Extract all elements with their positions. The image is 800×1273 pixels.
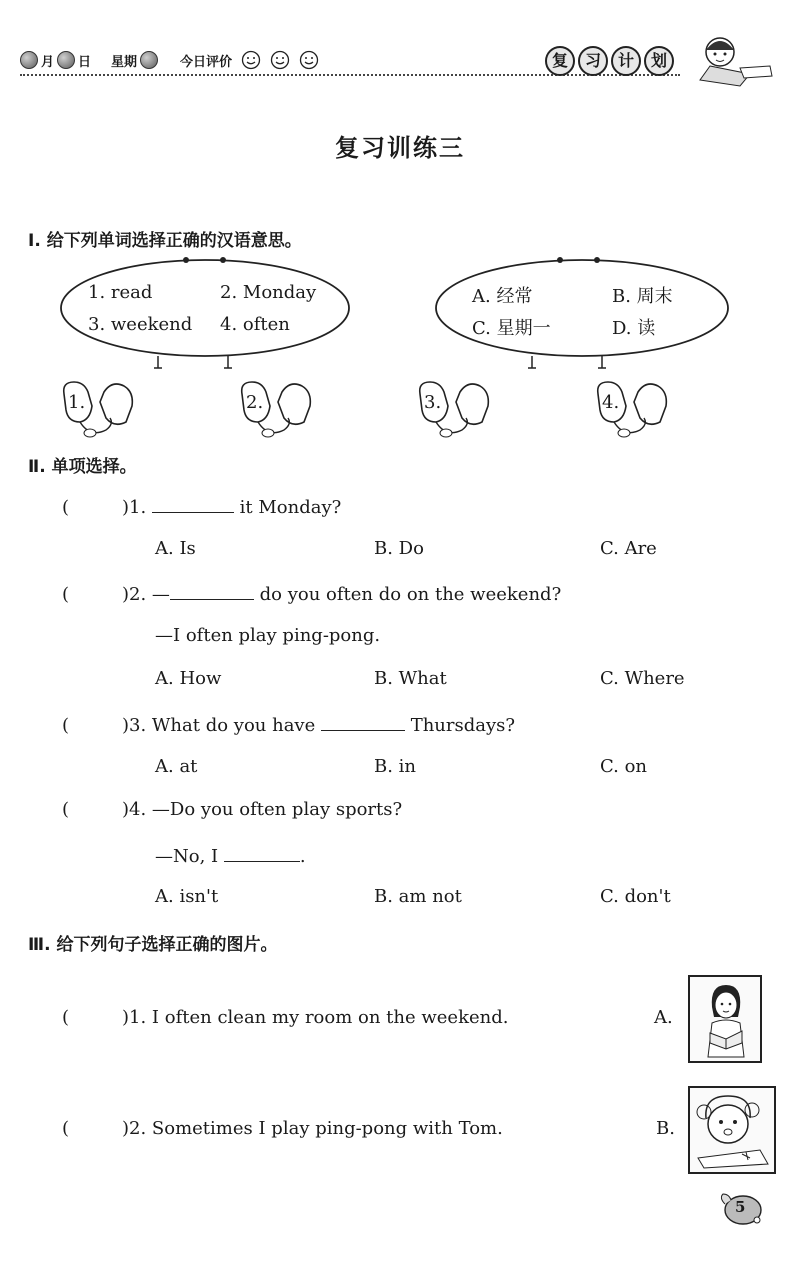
option[interactable]: A. isn't xyxy=(155,886,219,907)
word-ellipse xyxy=(58,252,358,372)
fill-blank[interactable] xyxy=(170,581,254,600)
option[interactable]: A. How xyxy=(155,668,222,689)
word-item: 2. Monday xyxy=(220,282,317,303)
question-text: do you often do on the weekend? xyxy=(253,584,562,605)
logo-char: 复 xyxy=(545,46,575,76)
word-item: 4. often xyxy=(220,314,290,335)
fill-blank[interactable] xyxy=(152,494,234,513)
review-plan-logo xyxy=(545,46,674,76)
smiley-icon xyxy=(241,50,261,70)
option[interactable]: C. Are xyxy=(600,538,657,559)
mitten-answer-1[interactable] xyxy=(60,378,145,442)
option[interactable]: B. Do xyxy=(374,538,424,559)
answer-paren[interactable]: ( xyxy=(62,584,70,605)
question-2-3 xyxy=(62,712,515,736)
option[interactable]: A. Is xyxy=(155,538,196,559)
sentence-text: )1. I often clean my room on the weekend. xyxy=(122,1007,509,1028)
word-item: 3. weekend xyxy=(88,314,193,335)
question-text: . xyxy=(299,846,306,867)
answer-paren[interactable]: ( xyxy=(62,715,70,736)
logo-char: 习 xyxy=(578,46,608,76)
question-2-2 xyxy=(62,581,561,605)
question-2-4 xyxy=(62,799,402,820)
option[interactable]: C. Where xyxy=(600,668,685,689)
answer-paren[interactable]: ( xyxy=(62,497,70,518)
weekday-label: 星期 xyxy=(111,54,138,70)
day-label: 日 xyxy=(78,54,92,70)
answer-paren[interactable]: ( xyxy=(62,1118,70,1139)
option[interactable]: C. on xyxy=(600,756,648,777)
option[interactable]: B. in xyxy=(374,756,417,777)
question-text: it Monday? xyxy=(233,497,342,518)
answer-paren[interactable]: ( xyxy=(62,1007,70,1028)
page-number: 5 xyxy=(735,1198,746,1216)
meaning-ellipse xyxy=(432,252,732,372)
section2-heading: Ⅱ. 单项选择。 xyxy=(28,457,137,477)
evaluation-label: 今日评价 xyxy=(180,54,233,70)
mitten-number: 2. xyxy=(246,392,264,413)
mitten-answer-2[interactable] xyxy=(238,378,323,442)
smiley-icon xyxy=(299,50,319,70)
word-item: 1. read xyxy=(88,282,153,303)
mitten-answer-3[interactable] xyxy=(416,378,501,442)
child-drawing-icon xyxy=(690,1088,774,1172)
mitten-number: 4. xyxy=(602,392,620,413)
mitten-answer-4[interactable] xyxy=(594,378,679,442)
mitten-number: 1. xyxy=(68,392,86,413)
logo-char: 计 xyxy=(611,46,641,76)
day-dot-icon xyxy=(57,51,75,69)
section3-heading: Ⅲ. 给下列句子选择正确的图片。 xyxy=(28,935,278,955)
mitten-number: 3. xyxy=(424,392,442,413)
smiley-icon xyxy=(270,50,290,70)
sentence-text: )2. Sometimes I play ping-pong with Tom. xyxy=(122,1118,503,1139)
girl-reading-icon xyxy=(690,977,760,1061)
picture-label: B. xyxy=(656,1118,675,1139)
fill-blank[interactable] xyxy=(224,843,300,862)
fill-blank[interactable] xyxy=(321,712,405,731)
date-header xyxy=(20,50,319,70)
picture-b[interactable] xyxy=(688,1086,776,1174)
question-text: )4. —Do you often play sports? xyxy=(122,799,403,820)
month-label: 月 xyxy=(41,54,55,70)
reading-girl-illustration xyxy=(680,30,780,90)
meaning-item: C. 星期一 xyxy=(472,318,551,339)
answer-paren[interactable]: ( xyxy=(62,799,70,820)
section1-heading: Ⅰ. 给下列单词选择正确的汉语意思。 xyxy=(28,231,302,251)
option[interactable]: C. don't xyxy=(600,886,671,907)
option[interactable]: B. What xyxy=(374,668,447,689)
month-dot-icon xyxy=(20,51,38,69)
logo-char: 划 xyxy=(644,46,674,76)
question-text: —No, I xyxy=(155,846,224,867)
question-text: Thursdays? xyxy=(404,715,516,736)
page-title: 复习训练三 xyxy=(335,134,465,162)
question-text: )1. xyxy=(122,497,152,518)
question-text: )3. What do you have xyxy=(122,715,321,736)
option[interactable]: A. at xyxy=(155,756,198,777)
sentence-3-2 xyxy=(62,1118,503,1139)
meaning-item: D. 读 xyxy=(612,318,656,339)
option[interactable]: B. am not xyxy=(374,886,462,907)
question-response xyxy=(155,843,306,867)
meaning-item: B. 周末 xyxy=(612,286,673,307)
picture-a[interactable] xyxy=(688,975,762,1063)
question-2-1 xyxy=(62,494,341,518)
meaning-item: A. 经常 xyxy=(472,286,533,307)
sentence-3-1 xyxy=(62,1007,508,1028)
question-text: )2. — xyxy=(122,584,170,605)
picture-label: A. xyxy=(654,1007,673,1028)
weekday-dot-icon xyxy=(140,51,158,69)
question-response: —I often play ping-pong. xyxy=(155,625,381,646)
